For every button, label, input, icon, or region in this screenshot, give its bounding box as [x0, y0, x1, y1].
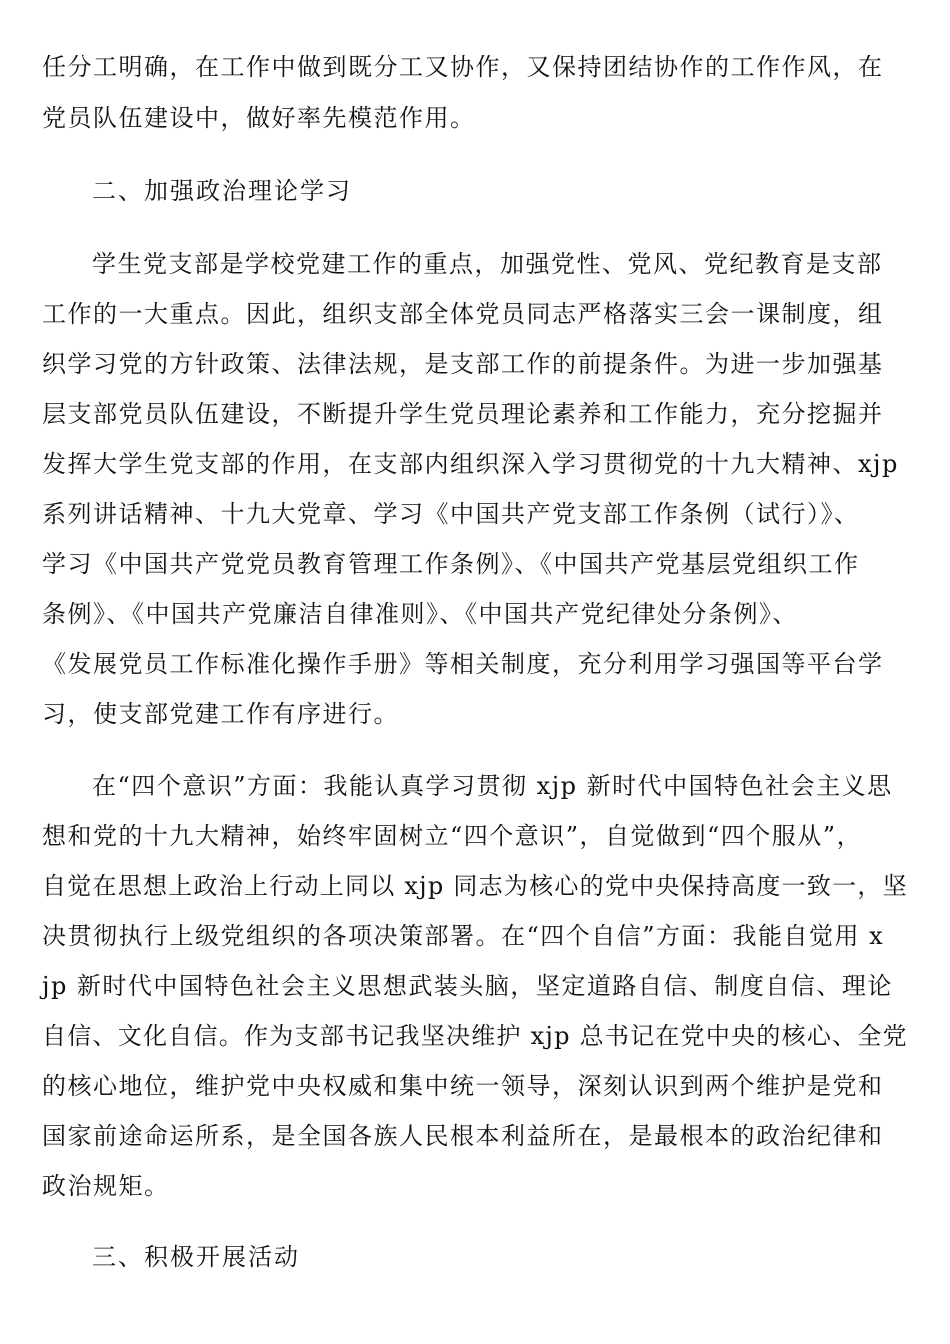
text-line: 自信、文化自信。作为支部书记我坚决维护 xjp 总书记在党中央的核心、全党: [42, 1022, 908, 1050]
text-line: 层支部党员队伍建设，不断提升学生党员理论素养和工作能力，充分挖掘并: [42, 400, 884, 428]
text-line: 自觉在思想上政治上行动上同以 xjp 同志为核心的党中央保持高度一致一，坚: [42, 872, 908, 900]
text-line: 织学习党的方针政策、法律法规，是支部工作的前提条件。为进一步加强基: [42, 350, 884, 378]
section-heading-3: 三、积极开展活动: [92, 1243, 300, 1271]
text-line: 决贯彻执行上级党组织的各项决策部署。在“四个自信”方面：我能自觉用 x: [42, 922, 885, 950]
text-line: 想和党的十九大精神，始终牢固树立“四个意识”，自觉做到“四个服从”，: [42, 822, 863, 850]
text-line: jp 新时代中国特色社会主义思想武装头脑，坚定道路自信、制度自信、理论: [42, 972, 893, 1000]
text-line: 习，使支部党建工作有序进行。: [42, 700, 399, 728]
text-line: 工作的一大重点。因此，组织支部全体党员同志严格落实三会一课制度，组: [42, 300, 884, 328]
text-line: 党员队伍建设中，做好率先模范作用。: [42, 104, 476, 132]
text-line: 学习《中国共产党党员教育管理工作条例》、《中国共产党基层党组织工作: [42, 550, 860, 578]
text-line: 的核心地位，维护党中央权威和集中统一领导，深刻认识到两个维护是党和: [42, 1072, 884, 1100]
text-line: 系列讲话精神、十九大党章、学习《中国共产党支部工作条例（试行）》、: [42, 500, 860, 528]
text-line: 任分工明确，在工作中做到既分工又协作，又保持团结协作的工作作风，在: [42, 53, 884, 81]
text-line: 政治规矩。: [42, 1172, 170, 1200]
section-heading-2: 二、加强政治理论学习: [92, 177, 352, 205]
paragraph-first-line: 学生党支部是学校党建工作的重点，加强党性、党风、党纪教育是支部: [92, 250, 883, 278]
text-line: 《发展党员工作标准化操作手册》等相关制度，充分利用学习强国等平台学: [42, 650, 884, 678]
text-line: 发挥大学生党支部的作用，在支部内组织深入学习贯彻党的十九大精神、xjp: [42, 450, 899, 478]
text-line: 条例》、《中国共产党廉洁自律准则》、《中国共产党纪律处分条例》、: [42, 600, 798, 628]
paragraph-first-line: 在“四个意识”方面：我能认真学习贯彻 xjp 新时代中国特色社会主义思: [92, 772, 893, 800]
text-line: 国家前途命运所系，是全国各族人民根本利益所在，是最根本的政治纪律和: [42, 1122, 884, 1150]
